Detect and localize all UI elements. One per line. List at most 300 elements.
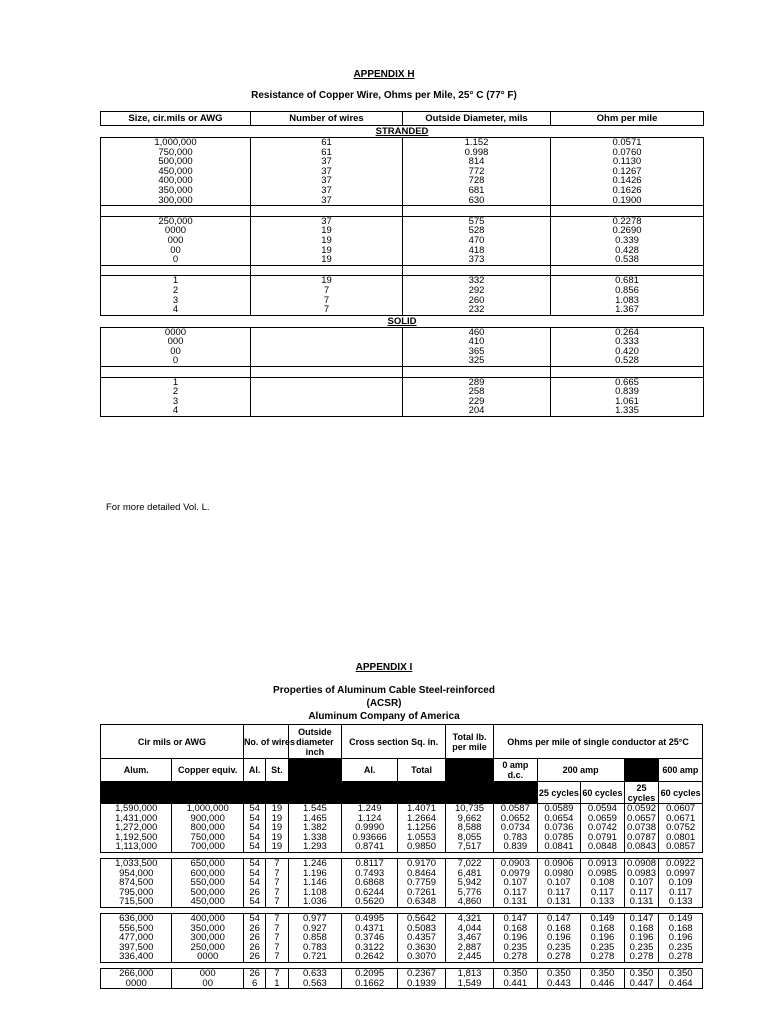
cs-al-cell: 0.6868 — [342, 878, 398, 888]
copper-equiv-cell: 450,000 — [172, 897, 243, 907]
al-wires-cell: 54 — [243, 814, 265, 824]
total-lb-cell: 4,321 — [446, 913, 494, 923]
cs-al-cell: 0.4995 — [342, 913, 398, 923]
copper-equiv-cell: 900,000 — [172, 814, 243, 824]
diameter-cell: 0.998 — [403, 148, 551, 158]
ohms-600a-25c-cell: 0.0908 — [624, 858, 659, 868]
size-cell: 00 — [101, 347, 251, 357]
st-wires-cell: 7 — [266, 878, 288, 888]
alum-cell: 954,000 — [101, 869, 172, 879]
table-row — [101, 327, 704, 337]
ohm-cell: 0.1267 — [551, 167, 704, 177]
ohms-600a-25c-cell: 0.0738 — [624, 823, 659, 833]
cs-total-cell: 0.5083 — [398, 924, 446, 934]
alum-cell: 1,113,000 — [101, 842, 172, 852]
total-lb-cell: 6,481 — [446, 869, 494, 879]
size-cell: 4 — [101, 305, 251, 315]
cs-al-cell: 0.3122 — [342, 943, 398, 953]
header-al: Al. — [243, 759, 265, 782]
diameter-cell: 814 — [403, 157, 551, 167]
header-outside-diameter: Outside diameter inch — [288, 725, 342, 759]
dc-ohms-cell: 0.839 — [494, 842, 538, 852]
ohms-600a-60c-cell: 0.0607 — [659, 804, 703, 814]
cs-al-cell: 0.4371 — [342, 924, 398, 934]
header-60-cycles: 60 cycles — [659, 782, 703, 804]
copper-equiv-cell: 600,000 — [172, 869, 243, 879]
ohms-200a-25c-cell: 0.196 — [537, 933, 581, 943]
st-wires-cell: 1 — [266, 979, 288, 989]
dc-ohms-cell: 0.117 — [494, 888, 538, 898]
size-header: Size, cir.mils or AWG — [101, 112, 251, 126]
cs-total-cell: 0.5642 — [398, 913, 446, 923]
ohms-200a-60c-cell: 0.278 — [581, 952, 625, 962]
size-cell: 1 — [101, 377, 251, 387]
ohms-600a-25c-cell: 0.0592 — [624, 804, 659, 814]
al-wires-cell: 54 — [243, 897, 265, 907]
ohms-200a-60c-cell: 0.196 — [581, 933, 625, 943]
ohms-200a-60c-cell: 0.350 — [581, 968, 625, 978]
cs-total-cell: 0.6348 — [398, 897, 446, 907]
ohm-cell: 0.528 — [551, 356, 704, 366]
ohms-600a-25c-cell: 0.117 — [624, 888, 659, 898]
al-wires-cell: 26 — [243, 943, 265, 953]
ohm-cell: 0.1626 — [551, 186, 704, 196]
ohms-200a-60c-cell: 0.0742 — [581, 823, 625, 833]
al-wires-cell: 54 — [243, 833, 265, 843]
stranded-section-label: STRANDED — [375, 126, 429, 137]
st-wires-cell: 7 — [266, 952, 288, 962]
ohms-200a-60c-cell: 0.235 — [581, 943, 625, 953]
cs-total-cell: 0.7759 — [398, 878, 446, 888]
wires-cell: 19 — [251, 255, 403, 265]
header-no-of-wires: No. of wires — [243, 725, 288, 759]
diameter-cell: 1.545 — [288, 804, 342, 814]
al-wires-cell: 26 — [243, 924, 265, 934]
ohms-200a-25c-cell: 0.278 — [537, 952, 581, 962]
wires-cell: 19 — [251, 226, 403, 236]
total-lb-cell: 9,662 — [446, 814, 494, 824]
wires-cell — [251, 387, 403, 397]
header-copper-equiv: Copper equiv. — [172, 759, 243, 782]
diameter-cell: 1.036 — [288, 897, 342, 907]
diameter-cell: 332 — [403, 276, 551, 286]
cs-al-cell: 0.2095 — [342, 968, 398, 978]
ohms-600a-60c-cell: 0.0671 — [659, 814, 703, 824]
appendix-i-subtitle-acsr: (ACSR) — [366, 698, 402, 709]
wires-cell: 37 — [251, 157, 403, 167]
ohms-200a-60c-cell: 0.0985 — [581, 869, 625, 879]
cs-total-cell: 0.8464 — [398, 869, 446, 879]
dc-ohms-cell: 0.350 — [494, 968, 538, 978]
al-wires-cell: 26 — [243, 888, 265, 898]
ohm-cell: 0.1900 — [551, 196, 704, 206]
st-wires-cell: 19 — [266, 804, 288, 814]
solid-section-label: SOLID — [387, 315, 417, 327]
wires-cell — [251, 327, 403, 337]
alum-cell: 397,500 — [101, 943, 172, 953]
st-wires-cell: 19 — [266, 823, 288, 833]
cs-al-cell: 0.7493 — [342, 869, 398, 879]
table-row — [101, 196, 704, 206]
st-wires-cell: 7 — [266, 897, 288, 907]
ohms-200a-25c-cell: 0.0980 — [537, 869, 581, 879]
diameter-cell: 0.858 — [288, 933, 342, 943]
ohms-200a-25c-cell: 0.0841 — [537, 842, 581, 852]
total-lb-cell: 3,467 — [446, 933, 494, 943]
size-cell: 350,000 — [101, 186, 251, 196]
ohms-600a-25c-cell: 0.147 — [624, 913, 659, 923]
ohms-600a-60c-cell: 0.0997 — [659, 869, 703, 879]
copper-equiv-cell: 350,000 — [172, 924, 243, 934]
ohms-200a-25c-cell: 0.0589 — [537, 804, 581, 814]
copper-equiv-cell: 300,000 — [172, 933, 243, 943]
copper-equiv-cell: 000 — [172, 968, 243, 978]
header-st: St. — [266, 759, 288, 782]
ohm-cell: 0.856 — [551, 286, 704, 296]
cs-total-cell: 0.3070 — [398, 952, 446, 962]
ohm-cell: 0.0571 — [551, 138, 704, 148]
ohm-cell: 0.839 — [551, 387, 704, 397]
alum-cell: 636,000 — [101, 913, 172, 923]
wires-cell: 19 — [251, 246, 403, 256]
header-blackout — [624, 759, 659, 782]
cs-total-cell: 0.3630 — [398, 943, 446, 953]
table-row — [101, 246, 704, 256]
wires-cell: 37 — [251, 196, 403, 206]
ohms-600a-60c-cell: 0.464 — [659, 979, 703, 989]
copper-equiv-cell: 00 — [172, 979, 243, 989]
alum-cell: 795,000 — [101, 888, 172, 898]
table-row — [101, 397, 704, 407]
ohm-cell: 0.420 — [551, 347, 704, 357]
ohms-200a-25c-cell: 0.168 — [537, 924, 581, 934]
table-row — [101, 236, 704, 246]
ohms-200a-60c-cell: 0.149 — [581, 913, 625, 923]
cs-total-cell: 1.0553 — [398, 833, 446, 843]
appendix-i-heading: APPENDIX I — [355, 662, 413, 673]
st-wires-cell: 7 — [266, 869, 288, 879]
total-lb-cell: 10,735 — [446, 804, 494, 814]
ohm-cell: 0.333 — [551, 337, 704, 347]
ohms-600a-60c-cell: 0.117 — [659, 888, 703, 898]
diameter-cell: 325 — [403, 356, 551, 366]
alum-cell: 715,500 — [101, 897, 172, 907]
table-row — [101, 296, 704, 306]
table-row — [101, 305, 704, 315]
size-cell: 0 — [101, 255, 251, 265]
cs-al-cell: 1.124 — [342, 814, 398, 824]
wires-cell: 37 — [251, 216, 403, 226]
cs-total-cell: 0.1939 — [398, 979, 446, 989]
cs-al-cell: 0.3746 — [342, 933, 398, 943]
ohms-600a-25c-cell: 0.131 — [624, 897, 659, 907]
size-cell: 2 — [101, 286, 251, 296]
al-wires-cell: 6 — [243, 979, 265, 989]
ohms-200a-60c-cell: 0.168 — [581, 924, 625, 934]
size-cell: 0 — [101, 356, 251, 366]
ohms-600a-25c-cell: 0.447 — [624, 979, 659, 989]
table-row — [101, 276, 704, 286]
dc-ohms-cell: 0.107 — [494, 878, 538, 888]
dc-ohms-cell: 0.278 — [494, 952, 538, 962]
cs-al-cell: 0.5620 — [342, 897, 398, 907]
ohm-cell: 0.538 — [551, 255, 704, 265]
copper-equiv-cell: 1,000,000 — [172, 804, 243, 814]
ohms-600a-25c-cell: 0.168 — [624, 924, 659, 934]
diameter-cell: 528 — [403, 226, 551, 236]
dc-ohms-cell: 0.0979 — [494, 869, 538, 879]
table-row — [101, 377, 704, 387]
header-60-cycles: 60 cycles — [581, 782, 625, 804]
appendix-h-footnote: For more detailed Vol. L. — [106, 502, 210, 513]
copper-equiv-cell: 700,000 — [172, 842, 243, 852]
total-lb-cell: 8,055 — [446, 833, 494, 843]
total-lb-cell: 4,860 — [446, 897, 494, 907]
ohm-cell: 0.264 — [551, 327, 704, 337]
cs-al-cell: 0.1662 — [342, 979, 398, 989]
ohms-600a-60c-cell: 0.350 — [659, 968, 703, 978]
dc-ohms-cell: 0.0587 — [494, 804, 538, 814]
size-cell: 300,000 — [101, 196, 251, 206]
ohm-cell: 0.2278 — [551, 216, 704, 226]
diameter-cell: 1.382 — [288, 823, 342, 833]
alum-cell: 1,590,000 — [101, 804, 172, 814]
copper-equiv-cell: 0000 — [172, 952, 243, 962]
copper-equiv-cell: 550,000 — [172, 878, 243, 888]
total-lb-cell: 1,549 — [446, 979, 494, 989]
ohm-cell: 0.681 — [551, 276, 704, 286]
diameter-cell: 0.563 — [288, 979, 342, 989]
table-row — [101, 286, 704, 296]
diameter-cell: 258 — [403, 387, 551, 397]
diameter-cell: 575 — [403, 216, 551, 226]
total-lb-cell: 2,445 — [446, 952, 494, 962]
table-row — [101, 968, 703, 978]
dc-ohms-cell: 0.441 — [494, 979, 538, 989]
header-blackout — [288, 759, 342, 782]
total-lb-cell: 1,813 — [446, 968, 494, 978]
wires-cell: 7 — [251, 286, 403, 296]
diameter-cell: 1.246 — [288, 858, 342, 868]
ohms-200a-60c-cell: 0.0848 — [581, 842, 625, 852]
dc-ohms-cell: 0.131 — [494, 897, 538, 907]
dc-ohms-cell: 0.168 — [494, 924, 538, 934]
ohms-600a-60c-cell: 0.149 — [659, 913, 703, 923]
alum-cell: 874,500 — [101, 878, 172, 888]
dc-ohms-cell: 0.0903 — [494, 858, 538, 868]
size-cell: 0000 — [101, 226, 251, 236]
ohms-600a-25c-cell: 0.0983 — [624, 869, 659, 879]
diameter-cell: 1.338 — [288, 833, 342, 843]
al-wires-cell: 26 — [243, 968, 265, 978]
alum-cell: 336,400 — [101, 952, 172, 962]
diameter-cell: 630 — [403, 196, 551, 206]
ohm-cell: 0.1130 — [551, 157, 704, 167]
st-wires-cell: 19 — [266, 842, 288, 852]
diameter-cell: 772 — [403, 167, 551, 177]
size-cell: 2 — [101, 387, 251, 397]
size-cell: 3 — [101, 397, 251, 407]
ohms-200a-25c-cell: 0.107 — [537, 878, 581, 888]
ohms-600a-25c-cell: 0.278 — [624, 952, 659, 962]
diameter-cell: 728 — [403, 176, 551, 186]
diameter-cell: 204 — [403, 406, 551, 416]
header-cir-mils: Cir mils or AWG — [101, 725, 244, 759]
total-lb-cell: 7,022 — [446, 858, 494, 868]
cs-al-cell: 0.8117 — [342, 858, 398, 868]
appendix-i-subtitle: Properties of Aluminum Cable Steel-reinforced — [273, 685, 495, 696]
table-row — [101, 356, 704, 366]
diameter-cell: 373 — [403, 255, 551, 265]
table-row — [101, 952, 703, 962]
wires-cell: 61 — [251, 138, 403, 148]
total-lb-cell: 4,044 — [446, 924, 494, 934]
alum-cell: 1,431,000 — [101, 814, 172, 824]
ohms-600a-60c-cell: 0.133 — [659, 897, 703, 907]
copper-equiv-cell: 800,000 — [172, 823, 243, 833]
alum-cell: 266,000 — [101, 968, 172, 978]
diameter-cell: 681 — [403, 186, 551, 196]
copper-equiv-cell: 650,000 — [172, 858, 243, 868]
diameter-cell: 289 — [403, 377, 551, 387]
size-cell: 3 — [101, 296, 251, 306]
wires-cell: 37 — [251, 167, 403, 177]
ohm-cell: 0.1426 — [551, 176, 704, 186]
copper-wire-resistance-table — [100, 111, 704, 417]
diameter-cell: 460 — [403, 327, 551, 337]
ohms-200a-60c-cell: 0.446 — [581, 979, 625, 989]
ohms-200a-60c-cell: 0.0594 — [581, 804, 625, 814]
header-600-amp: 600 amp — [659, 759, 703, 782]
ohm-cell: 0.339 — [551, 236, 704, 246]
diameter-cell: 1.152 — [403, 138, 551, 148]
ohm-cell: 1.335 — [551, 406, 704, 416]
st-wires-cell: 7 — [266, 858, 288, 868]
ohms-200a-60c-cell: 0.133 — [581, 897, 625, 907]
cs-total-cell: 0.9850 — [398, 842, 446, 852]
diameter-header: Outside Diameter, mils — [403, 112, 551, 126]
st-wires-cell: 7 — [266, 968, 288, 978]
ohms-200a-25c-cell: 0.117 — [537, 888, 581, 898]
diameter-cell: 1.293 — [288, 842, 342, 852]
table-row — [101, 255, 704, 265]
ohms-200a-25c-cell: 0.350 — [537, 968, 581, 978]
wires-cell — [251, 356, 403, 366]
cs-al-cell: 0.93666 — [342, 833, 398, 843]
al-wires-cell: 54 — [243, 823, 265, 833]
alum-cell: 0000 — [101, 979, 172, 989]
header-alum: Alum. — [101, 759, 172, 782]
wires-cell — [251, 337, 403, 347]
ohms-200a-25c-cell: 0.0906 — [537, 858, 581, 868]
wires-cell — [251, 397, 403, 407]
diameter-cell: 365 — [403, 347, 551, 357]
diameter-cell: 260 — [403, 296, 551, 306]
copper-equiv-cell: 500,000 — [172, 888, 243, 898]
size-cell: 000 — [101, 236, 251, 246]
ohm-cell: 1.367 — [551, 305, 704, 315]
al-wires-cell: 54 — [243, 869, 265, 879]
ohms-200a-25c-cell: 0.147 — [537, 913, 581, 923]
ohms-600a-60c-cell: 0.0922 — [659, 858, 703, 868]
header-cs-total: Total — [398, 759, 446, 782]
alum-cell: 556,500 — [101, 924, 172, 934]
header-25-cycles: 25 cycles — [537, 782, 581, 804]
ohms-600a-25c-cell: 0.235 — [624, 943, 659, 953]
st-wires-cell: 19 — [266, 814, 288, 824]
dc-ohms-cell: 0.0652 — [494, 814, 538, 824]
header-blackout — [446, 759, 494, 782]
st-wires-cell: 7 — [266, 924, 288, 934]
st-wires-cell: 7 — [266, 913, 288, 923]
ohms-200a-60c-cell: 0.0913 — [581, 858, 625, 868]
ohms-600a-25c-cell: 0.0843 — [624, 842, 659, 852]
cs-al-cell: 1.249 — [342, 804, 398, 814]
size-cell: 1,000,000 — [101, 138, 251, 148]
ohms-600a-60c-cell: 0.168 — [659, 924, 703, 934]
ohm-cell: 0.2690 — [551, 226, 704, 236]
wires-cell: 19 — [251, 276, 403, 286]
wires-cell: 61 — [251, 148, 403, 158]
ohms-200a-25c-cell: 0.0785 — [537, 833, 581, 843]
diameter-cell: 0.977 — [288, 913, 342, 923]
alum-cell: 1,192,500 — [101, 833, 172, 843]
size-cell: 0000 — [101, 327, 251, 337]
cs-al-cell: 0.9990 — [342, 823, 398, 833]
ohms-200a-25c-cell: 0.0654 — [537, 814, 581, 824]
blank-row — [101, 367, 704, 378]
copper-equiv-cell: 400,000 — [172, 913, 243, 923]
ohms-200a-60c-cell: 0.108 — [581, 878, 625, 888]
ohms-200a-60c-cell: 0.0791 — [581, 833, 625, 843]
wires-cell: 7 — [251, 296, 403, 306]
total-lb-cell: 7,517 — [446, 842, 494, 852]
size-cell: 400,000 — [101, 176, 251, 186]
cs-total-cell: 0.9170 — [398, 858, 446, 868]
table-row — [101, 347, 704, 357]
al-wires-cell: 26 — [243, 933, 265, 943]
diameter-cell: 292 — [403, 286, 551, 296]
ohms-600a-60c-cell: 0.235 — [659, 943, 703, 953]
ohms-200a-25c-cell: 0.235 — [537, 943, 581, 953]
ohms-200a-25c-cell: 0.131 — [537, 897, 581, 907]
header-cs-al: Al. — [342, 759, 398, 782]
table-row — [101, 406, 704, 416]
alum-cell: 1,272,000 — [101, 823, 172, 833]
ohms-600a-60c-cell: 0.0801 — [659, 833, 703, 843]
ohms-600a-25c-cell: 0.0787 — [624, 833, 659, 843]
st-wires-cell: 19 — [266, 833, 288, 843]
ohms-200a-60c-cell: 0.0659 — [581, 814, 625, 824]
dc-ohms-cell: 0.235 — [494, 943, 538, 953]
diameter-cell: 0.783 — [288, 943, 342, 953]
header-25-cycles: 25 cycles — [624, 782, 659, 804]
diameter-cell: 418 — [403, 246, 551, 256]
ohm-cell: 0.665 — [551, 377, 704, 387]
cs-al-cell: 0.8741 — [342, 842, 398, 852]
al-wires-cell: 54 — [243, 878, 265, 888]
wires-cell: 19 — [251, 236, 403, 246]
table-row — [101, 842, 703, 852]
diameter-cell: 232 — [403, 305, 551, 315]
size-cell: 00 — [101, 246, 251, 256]
appendix-h-heading: APPENDIX H — [353, 69, 415, 80]
size-cell: 000 — [101, 337, 251, 347]
ohms-600a-25c-cell: 0.350 — [624, 968, 659, 978]
blank-row — [101, 206, 704, 217]
header-total-lb: Total lb. per mile — [446, 725, 494, 759]
cs-al-cell: 0.6244 — [342, 888, 398, 898]
